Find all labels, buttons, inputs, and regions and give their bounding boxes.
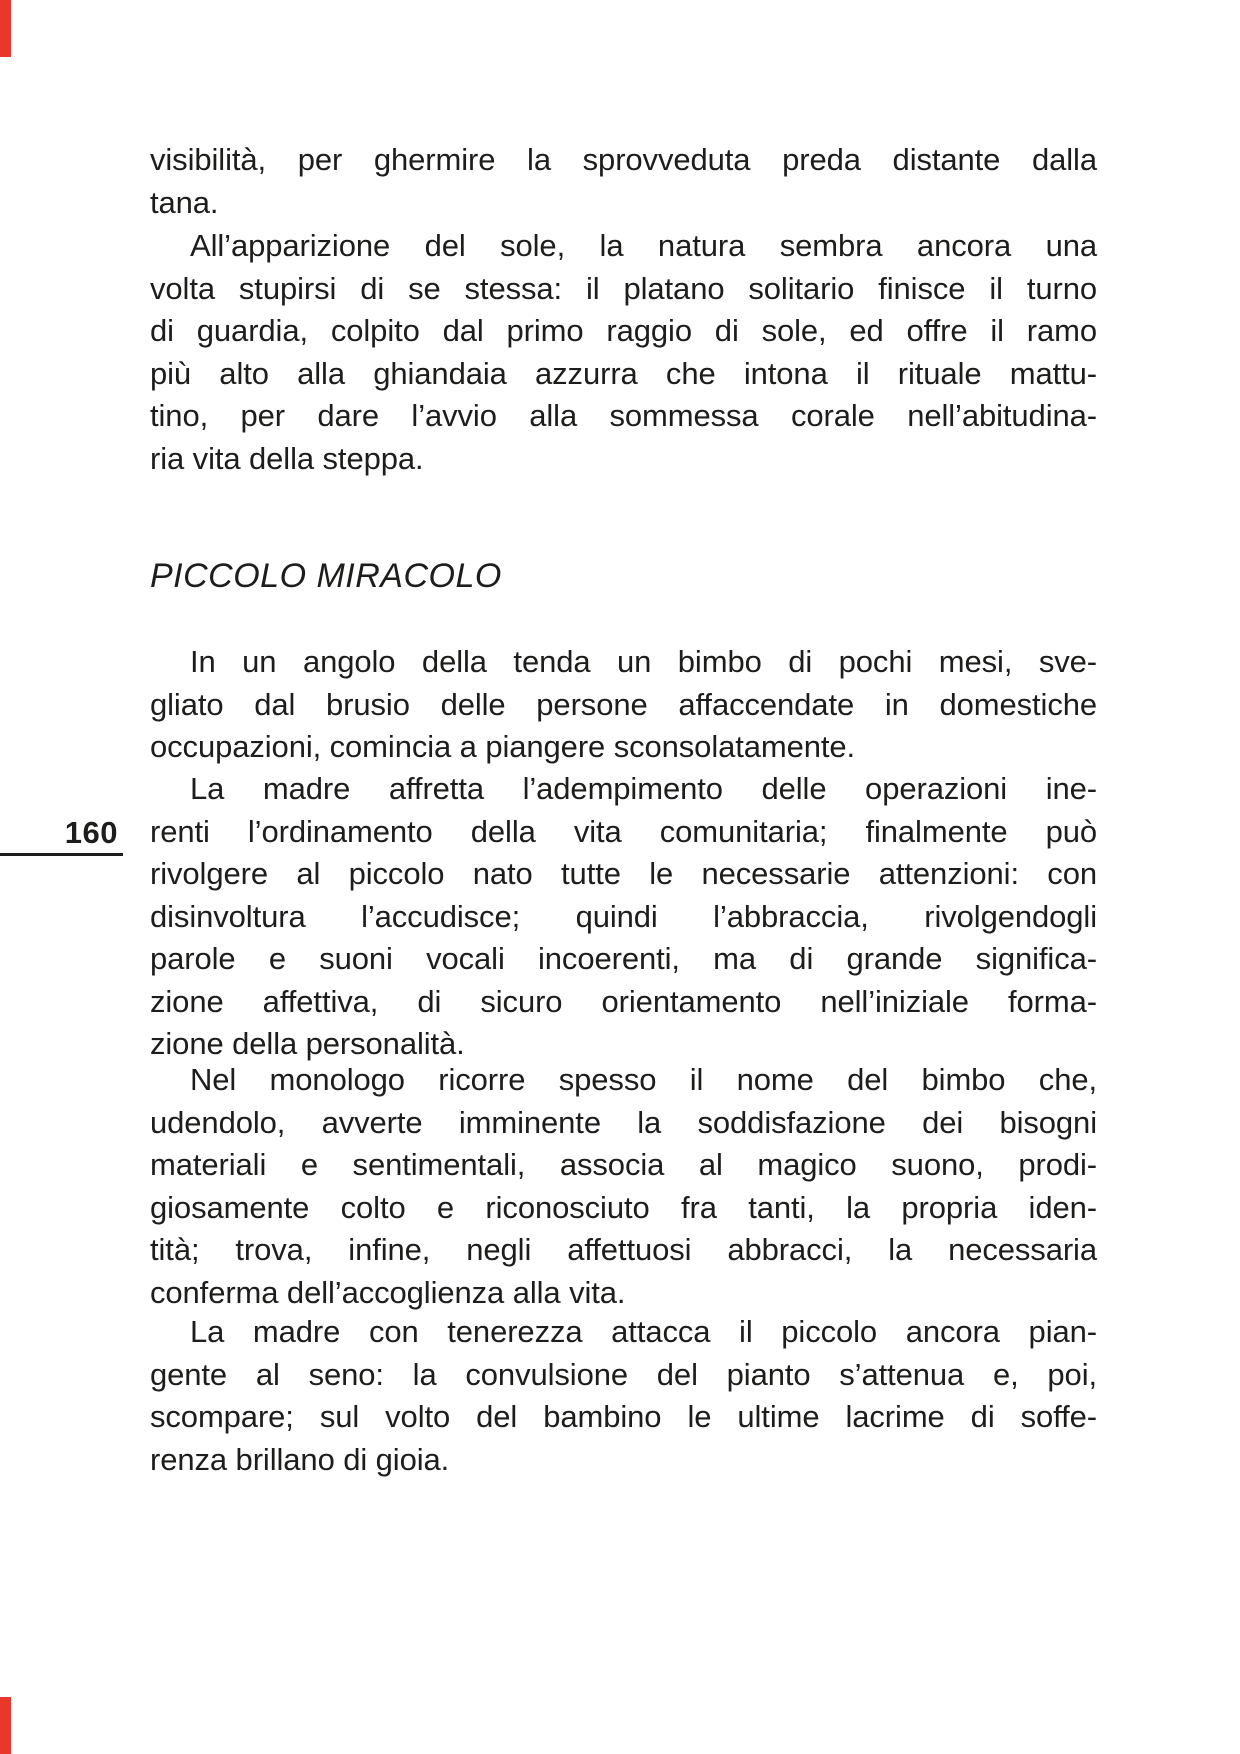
text-line: tità; trova, infine, negli affettuosi abbracci, la necessaria <box>150 1232 1097 1267</box>
text-line: zione della personalità. <box>150 1026 465 1061</box>
page-number-rule <box>0 853 123 856</box>
paragraph <box>150 768 1097 1066</box>
text-line: conferma dell’accoglienza alla vita. <box>150 1274 626 1310</box>
text-line: tana. <box>150 184 219 220</box>
text-line: più alto alla ghiandaia azzurra che intona il rituale mattu- <box>150 355 1097 391</box>
text-line: La madre affretta l’adempimento delle operazioni ine- <box>190 771 1097 806</box>
text-line: scompare; sul volto del bambino le ultime lacrime di soffe- <box>150 1399 1097 1434</box>
page-number: 160 <box>64 815 118 850</box>
text-line: occupazioni, comincia a piangere sconsolatamente. <box>150 729 856 764</box>
text-line: giosamente colto e riconosciuto fra tanti, la propria iden- <box>150 1189 1097 1225</box>
paragraph <box>150 1311 1097 1481</box>
text-line: gliato dal brusio delle persone affaccendate in domestiche <box>150 686 1097 722</box>
text-line: All’apparizione del sole, la natura sembra ancora una <box>190 228 1097 263</box>
section-heading: PICCOLO MIRACOLO <box>150 557 502 595</box>
paragraph <box>150 641 1097 769</box>
page-number-block <box>0 816 123 856</box>
page-edge-mark-bottom <box>0 1697 11 1754</box>
text-line: renti l’ordinamento della vita comunitaria; finalmente può <box>150 813 1097 849</box>
text-line: volta stupirsi di se stessa: il platano solitario finisce il turno <box>150 270 1097 306</box>
text-line: Nel monologo ricorre spesso il nome del bimbo che, <box>190 1062 1097 1097</box>
paragraph <box>150 225 1097 480</box>
paragraph <box>150 139 1097 224</box>
text-line: disinvoltura l’accudisce; quindi l’abbraccia, rivolgendogli <box>150 898 1097 934</box>
text-line: zione affettiva, di sicuro orientamento nell’iniziale forma- <box>150 983 1097 1019</box>
text-line: gente al seno: la convulsione del pianto s’attenua e, poi, <box>150 1356 1097 1392</box>
text-line: udendolo, avverte imminente la soddisfazione dei bisogni <box>150 1104 1097 1140</box>
text-line: visibilità, per ghermire la sprovveduta preda distante dalla <box>150 142 1097 177</box>
text-line: ria vita della steppa. <box>150 440 424 476</box>
text-line: In un angolo della tenda un bimbo di pochi mesi, sve- <box>190 644 1097 679</box>
paragraph <box>150 1059 1097 1314</box>
text-line: La madre con tenerezza attacca il piccolo ancora pian- <box>190 1314 1097 1349</box>
text-line: rivolgere al piccolo nato tutte le necessarie attenzioni: con <box>150 856 1097 891</box>
text-line: tino, per dare l’avvio alla sommessa corale nell’abitudina- <box>150 398 1097 433</box>
text-line: di guardia, colpito dal primo raggio di sole, ed offre il ramo <box>150 313 1097 348</box>
text-line: parole e suoni vocali incoerenti, ma di grande significa- <box>150 941 1097 976</box>
text-line: materiali e sentimentali, associa al magico suono, prodi- <box>150 1147 1097 1182</box>
text-line: renza brillano di gioia. <box>150 1441 450 1477</box>
page-edge-mark-top <box>0 0 11 57</box>
